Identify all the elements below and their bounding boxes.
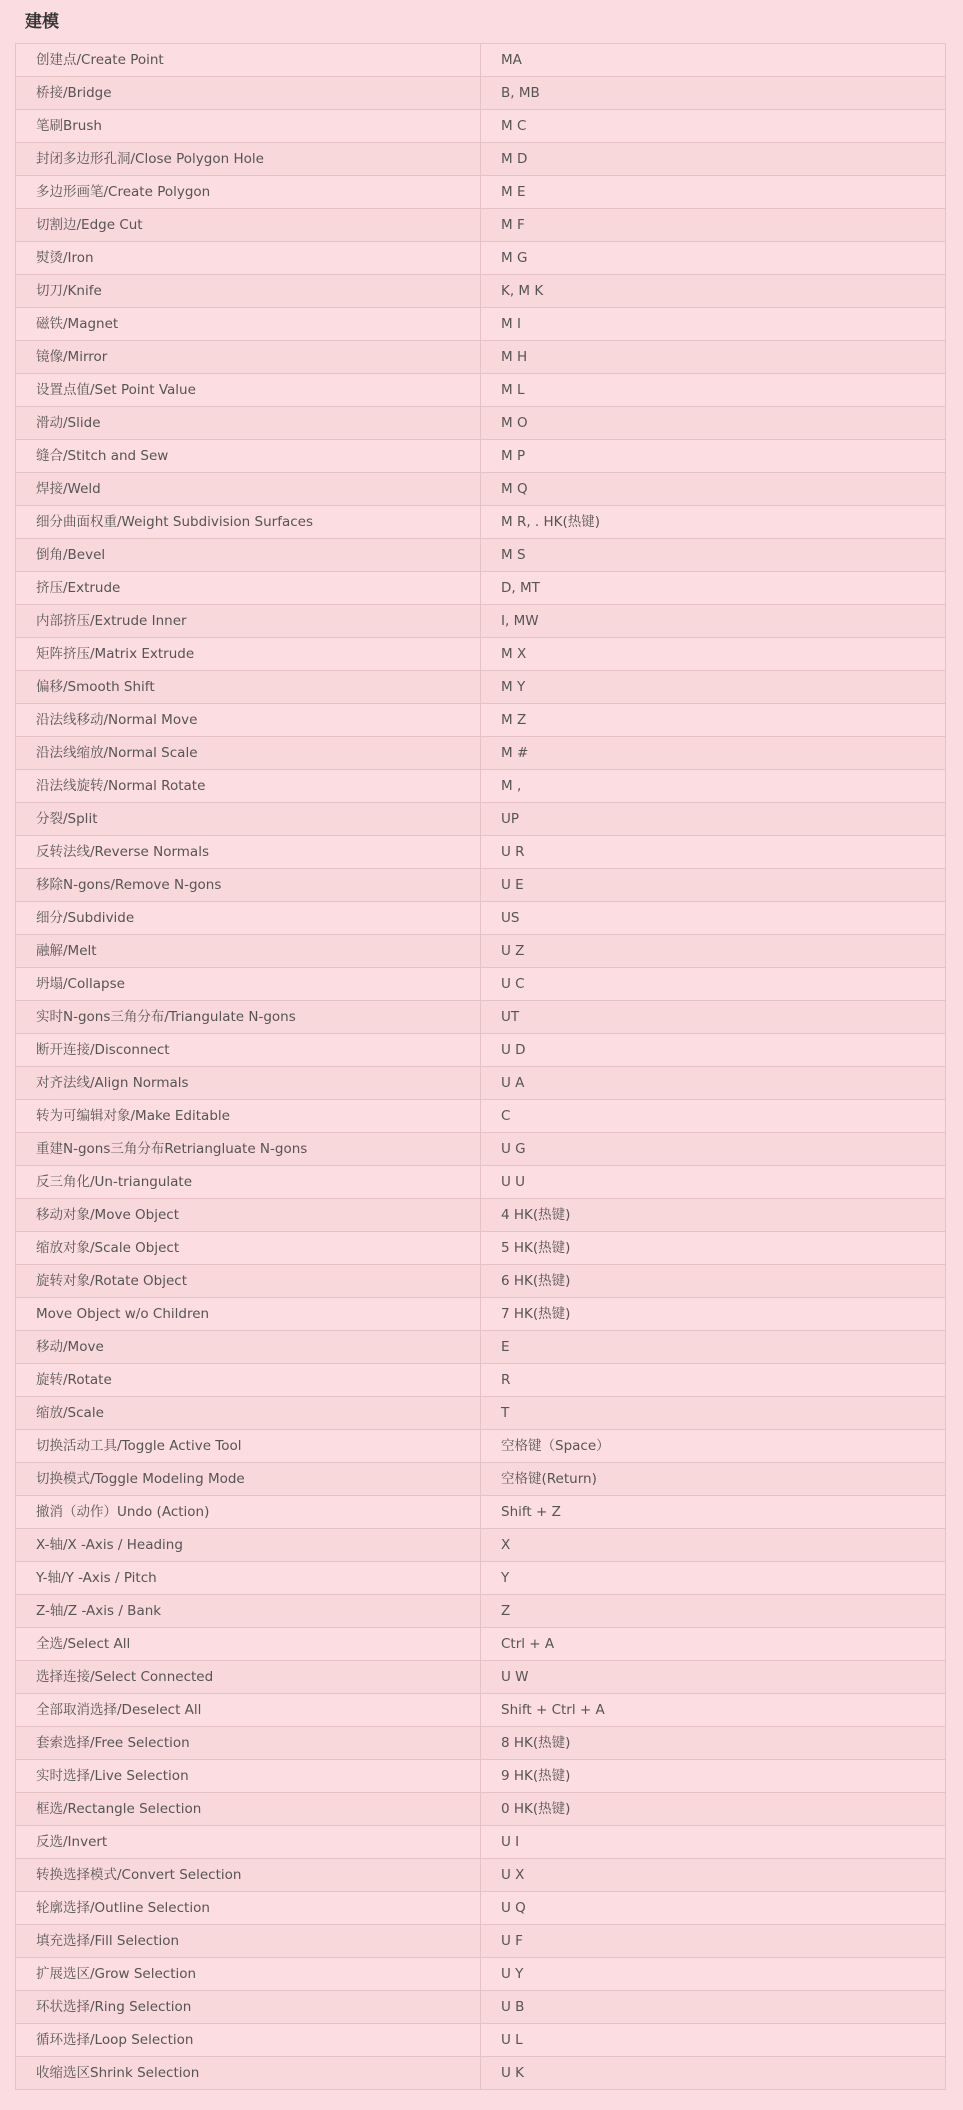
table-row xyxy=(16,1793,946,1826)
command-cell: 填充选择/Fill Selection xyxy=(16,1925,481,1958)
command-cell: 磁铁/Magnet xyxy=(16,308,481,341)
command-cell: 焊接/Weld xyxy=(16,473,481,506)
shortcut-cell: C xyxy=(481,1100,946,1133)
command-cell: 熨烫/Iron xyxy=(16,242,481,275)
shortcut-cell: 9 HK(热键) xyxy=(481,1760,946,1793)
table-row xyxy=(16,968,946,1001)
command-cell: 旋转/Rotate xyxy=(16,1364,481,1397)
shortcut-cell: 空格键（Space） xyxy=(481,1430,946,1463)
command-cell: 撤消（动作）Undo (Action) xyxy=(16,1496,481,1529)
table-row xyxy=(16,935,946,968)
table-row xyxy=(16,1562,946,1595)
shortcut-cell: U R xyxy=(481,836,946,869)
command-cell: 循环选择/Loop Selection xyxy=(16,2024,481,2057)
table-row xyxy=(16,902,946,935)
command-cell: 细分/Subdivide xyxy=(16,902,481,935)
table-row xyxy=(16,407,946,440)
shortcut-cell: U Q xyxy=(481,1892,946,1925)
shortcut-cell: U E xyxy=(481,869,946,902)
command-cell: 坍塌/Collapse xyxy=(16,968,481,1001)
table-row xyxy=(16,704,946,737)
table-row xyxy=(16,110,946,143)
table-row xyxy=(16,1991,946,2024)
shortcut-cell: UT xyxy=(481,1001,946,1034)
table-row xyxy=(16,374,946,407)
shortcut-cell: M D xyxy=(481,143,946,176)
shortcut-cell: D, MT xyxy=(481,572,946,605)
table-row xyxy=(16,1496,946,1529)
table-row xyxy=(16,1166,946,1199)
table-row xyxy=(16,1958,946,1991)
table-row xyxy=(16,572,946,605)
shortcut-cell: U U xyxy=(481,1166,946,1199)
command-cell: 转为可编辑对象/Make Editable xyxy=(16,1100,481,1133)
shortcut-cell: U F xyxy=(481,1925,946,1958)
command-cell: 设置点值/Set Point Value xyxy=(16,374,481,407)
shortcut-cell: R xyxy=(481,1364,946,1397)
command-cell: 缝合/Stitch and Sew xyxy=(16,440,481,473)
table-row xyxy=(16,1100,946,1133)
shortcut-cell: M I xyxy=(481,308,946,341)
shortcut-table xyxy=(15,43,946,2090)
shortcut-cell: M R, . HK(热键) xyxy=(481,506,946,539)
shortcut-cell: MA xyxy=(481,44,946,77)
table-row xyxy=(16,1199,946,1232)
shortcut-table-body xyxy=(16,44,946,2090)
command-cell: 移动/Move xyxy=(16,1331,481,1364)
shortcut-cell: M C xyxy=(481,110,946,143)
shortcut-cell: M Z xyxy=(481,704,946,737)
shortcut-cell: M , xyxy=(481,770,946,803)
shortcut-cell: U C xyxy=(481,968,946,1001)
table-row xyxy=(16,176,946,209)
shortcut-cell: Shift + Ctrl + A xyxy=(481,1694,946,1727)
table-row xyxy=(16,275,946,308)
shortcut-cell: Y xyxy=(481,1562,946,1595)
shortcut-cell: K, M K xyxy=(481,275,946,308)
table-row xyxy=(16,242,946,275)
shortcut-cell: U D xyxy=(481,1034,946,1067)
shortcut-cell: U I xyxy=(481,1826,946,1859)
command-cell: 移动对象/Move Object xyxy=(16,1199,481,1232)
table-row xyxy=(16,1067,946,1100)
table-row xyxy=(16,1430,946,1463)
command-cell: 反三角化/Un-triangulate xyxy=(16,1166,481,1199)
command-cell: 切刀/Knife xyxy=(16,275,481,308)
shortcut-cell: M L xyxy=(481,374,946,407)
table-row xyxy=(16,2024,946,2057)
shortcut-cell: UP xyxy=(481,803,946,836)
table-row xyxy=(16,869,946,902)
command-cell: X-轴/X -Axis / Heading xyxy=(16,1529,481,1562)
table-row xyxy=(16,836,946,869)
shortcut-cell: U G xyxy=(481,1133,946,1166)
command-cell: 沿法线旋转/Normal Rotate xyxy=(16,770,481,803)
command-cell: 选择连接/Select Connected xyxy=(16,1661,481,1694)
shortcut-cell: U X xyxy=(481,1859,946,1892)
table-row xyxy=(16,1232,946,1265)
table-row xyxy=(16,1133,946,1166)
command-cell: 实时选择/Live Selection xyxy=(16,1760,481,1793)
table-row xyxy=(16,2057,946,2090)
shortcut-cell: X xyxy=(481,1529,946,1562)
command-cell: 镜像/Mirror xyxy=(16,341,481,374)
command-cell: 分裂/Split xyxy=(16,803,481,836)
command-cell: 收缩选区Shrink Selection xyxy=(16,2057,481,2090)
command-cell: 创建点/Create Point xyxy=(16,44,481,77)
command-cell: 桥接/Bridge xyxy=(16,77,481,110)
command-cell: 缩放/Scale xyxy=(16,1397,481,1430)
table-row xyxy=(16,77,946,110)
shortcut-cell: M O xyxy=(481,407,946,440)
table-row xyxy=(16,671,946,704)
table-row xyxy=(16,44,946,77)
table-row xyxy=(16,1331,946,1364)
table-row xyxy=(16,1529,946,1562)
table-row xyxy=(16,1826,946,1859)
shortcut-cell: Shift + Z xyxy=(481,1496,946,1529)
table-row xyxy=(16,209,946,242)
command-cell: 轮廓选择/Outline Selection xyxy=(16,1892,481,1925)
table-row xyxy=(16,506,946,539)
table-row xyxy=(16,803,946,836)
shortcut-cell: 5 HK(热键) xyxy=(481,1232,946,1265)
shortcut-cell: U W xyxy=(481,1661,946,1694)
command-cell: 框选/Rectangle Selection xyxy=(16,1793,481,1826)
shortcut-cell: 7 HK(热键) xyxy=(481,1298,946,1331)
table-row xyxy=(16,473,946,506)
command-cell: 切割边/Edge Cut xyxy=(16,209,481,242)
shortcut-cell: M X xyxy=(481,638,946,671)
shortcut-cell: M G xyxy=(481,242,946,275)
shortcut-cell: U Z xyxy=(481,935,946,968)
command-cell: 滑动/Slide xyxy=(16,407,481,440)
section-title: 建模 xyxy=(25,12,59,32)
table-row xyxy=(16,1661,946,1694)
table-row xyxy=(16,1892,946,1925)
shortcut-cell: E xyxy=(481,1331,946,1364)
command-cell: 挤压/Extrude xyxy=(16,572,481,605)
table-row xyxy=(16,1859,946,1892)
table-row xyxy=(16,1265,946,1298)
table-row xyxy=(16,1760,946,1793)
shortcut-cell: U A xyxy=(481,1067,946,1100)
table-row xyxy=(16,341,946,374)
table-row xyxy=(16,1001,946,1034)
command-cell: 偏移/Smooth Shift xyxy=(16,671,481,704)
shortcut-cell: 4 HK(热键) xyxy=(481,1199,946,1232)
command-cell: 缩放对象/Scale Object xyxy=(16,1232,481,1265)
shortcut-cell: 8 HK(热键) xyxy=(481,1727,946,1760)
shortcut-cell: B, MB xyxy=(481,77,946,110)
command-cell: 融解/Melt xyxy=(16,935,481,968)
command-cell: 切换活动工具/Toggle Active Tool xyxy=(16,1430,481,1463)
command-cell: 环状选择/Ring Selection xyxy=(16,1991,481,2024)
shortcut-cell: M # xyxy=(481,737,946,770)
command-cell: 切换模式/Toggle Modeling Mode xyxy=(16,1463,481,1496)
command-cell: 反选/Invert xyxy=(16,1826,481,1859)
table-row xyxy=(16,638,946,671)
shortcut-cell: M Y xyxy=(481,671,946,704)
command-cell: 封闭多边形孔洞/Close Polygon Hole xyxy=(16,143,481,176)
command-cell: 沿法线移动/Normal Move xyxy=(16,704,481,737)
shortcut-cell: 0 HK(热键) xyxy=(481,1793,946,1826)
shortcut-cell: US xyxy=(481,902,946,935)
shortcut-cell: I, MW xyxy=(481,605,946,638)
shortcut-cell: U L xyxy=(481,2024,946,2057)
command-cell: 全部取消选择/Deselect All xyxy=(16,1694,481,1727)
command-cell: 对齐法线/Align Normals xyxy=(16,1067,481,1100)
shortcut-cell: M P xyxy=(481,440,946,473)
shortcut-cell: Ctrl + A xyxy=(481,1628,946,1661)
table-row xyxy=(16,539,946,572)
table-row xyxy=(16,1595,946,1628)
shortcut-cell: M H xyxy=(481,341,946,374)
table-row xyxy=(16,1925,946,1958)
table-row xyxy=(16,1628,946,1661)
shortcut-cell: M Q xyxy=(481,473,946,506)
command-cell: 断开连接/Disconnect xyxy=(16,1034,481,1067)
table-row xyxy=(16,308,946,341)
command-cell: 实时N-gons三角分布/Triangulate N-gons xyxy=(16,1001,481,1034)
command-cell: 扩展选区/Grow Selection xyxy=(16,1958,481,1991)
table-row xyxy=(16,1463,946,1496)
table-row xyxy=(16,1298,946,1331)
table-row xyxy=(16,1694,946,1727)
shortcut-cell: M S xyxy=(481,539,946,572)
table-row xyxy=(16,1397,946,1430)
command-cell: 多边形画笔/Create Polygon xyxy=(16,176,481,209)
command-cell: 全选/Select All xyxy=(16,1628,481,1661)
shortcut-cell: T xyxy=(481,1397,946,1430)
table-row xyxy=(16,440,946,473)
command-cell: Z-轴/Z -Axis / Bank xyxy=(16,1595,481,1628)
command-cell: Y-轴/Y -Axis / Pitch xyxy=(16,1562,481,1595)
command-cell: 移除N-gons/Remove N-gons xyxy=(16,869,481,902)
table-row xyxy=(16,737,946,770)
table-row xyxy=(16,1034,946,1067)
command-cell: 转换选择模式/Convert Selection xyxy=(16,1859,481,1892)
shortcut-cell: U B xyxy=(481,1991,946,2024)
command-cell: 笔刷Brush xyxy=(16,110,481,143)
command-cell: 沿法线缩放/Normal Scale xyxy=(16,737,481,770)
command-cell: 旋转对象/Rotate Object xyxy=(16,1265,481,1298)
table-row xyxy=(16,143,946,176)
table-row xyxy=(16,770,946,803)
shortcut-cell: U Y xyxy=(481,1958,946,1991)
shortcut-cell: 6 HK(热键) xyxy=(481,1265,946,1298)
command-cell: Move Object w/o Children xyxy=(16,1298,481,1331)
table-row xyxy=(16,1364,946,1397)
shortcut-cell: U K xyxy=(481,2057,946,2090)
command-cell: 重建N-gons三角分布Retriangluate N-gons xyxy=(16,1133,481,1166)
command-cell: 矩阵挤压/Matrix Extrude xyxy=(16,638,481,671)
table-row xyxy=(16,1727,946,1760)
command-cell: 反转法线/Reverse Normals xyxy=(16,836,481,869)
command-cell: 细分曲面权重/Weight Subdivision Surfaces xyxy=(16,506,481,539)
shortcut-cell: 空格键(Return) xyxy=(481,1463,946,1496)
shortcut-cell: Z xyxy=(481,1595,946,1628)
command-cell: 倒角/Bevel xyxy=(16,539,481,572)
command-cell: 内部挤压/Extrude Inner xyxy=(16,605,481,638)
table-row xyxy=(16,605,946,638)
shortcut-cell: M E xyxy=(481,176,946,209)
command-cell: 套索选择/Free Selection xyxy=(16,1727,481,1760)
shortcut-cell: M F xyxy=(481,209,946,242)
